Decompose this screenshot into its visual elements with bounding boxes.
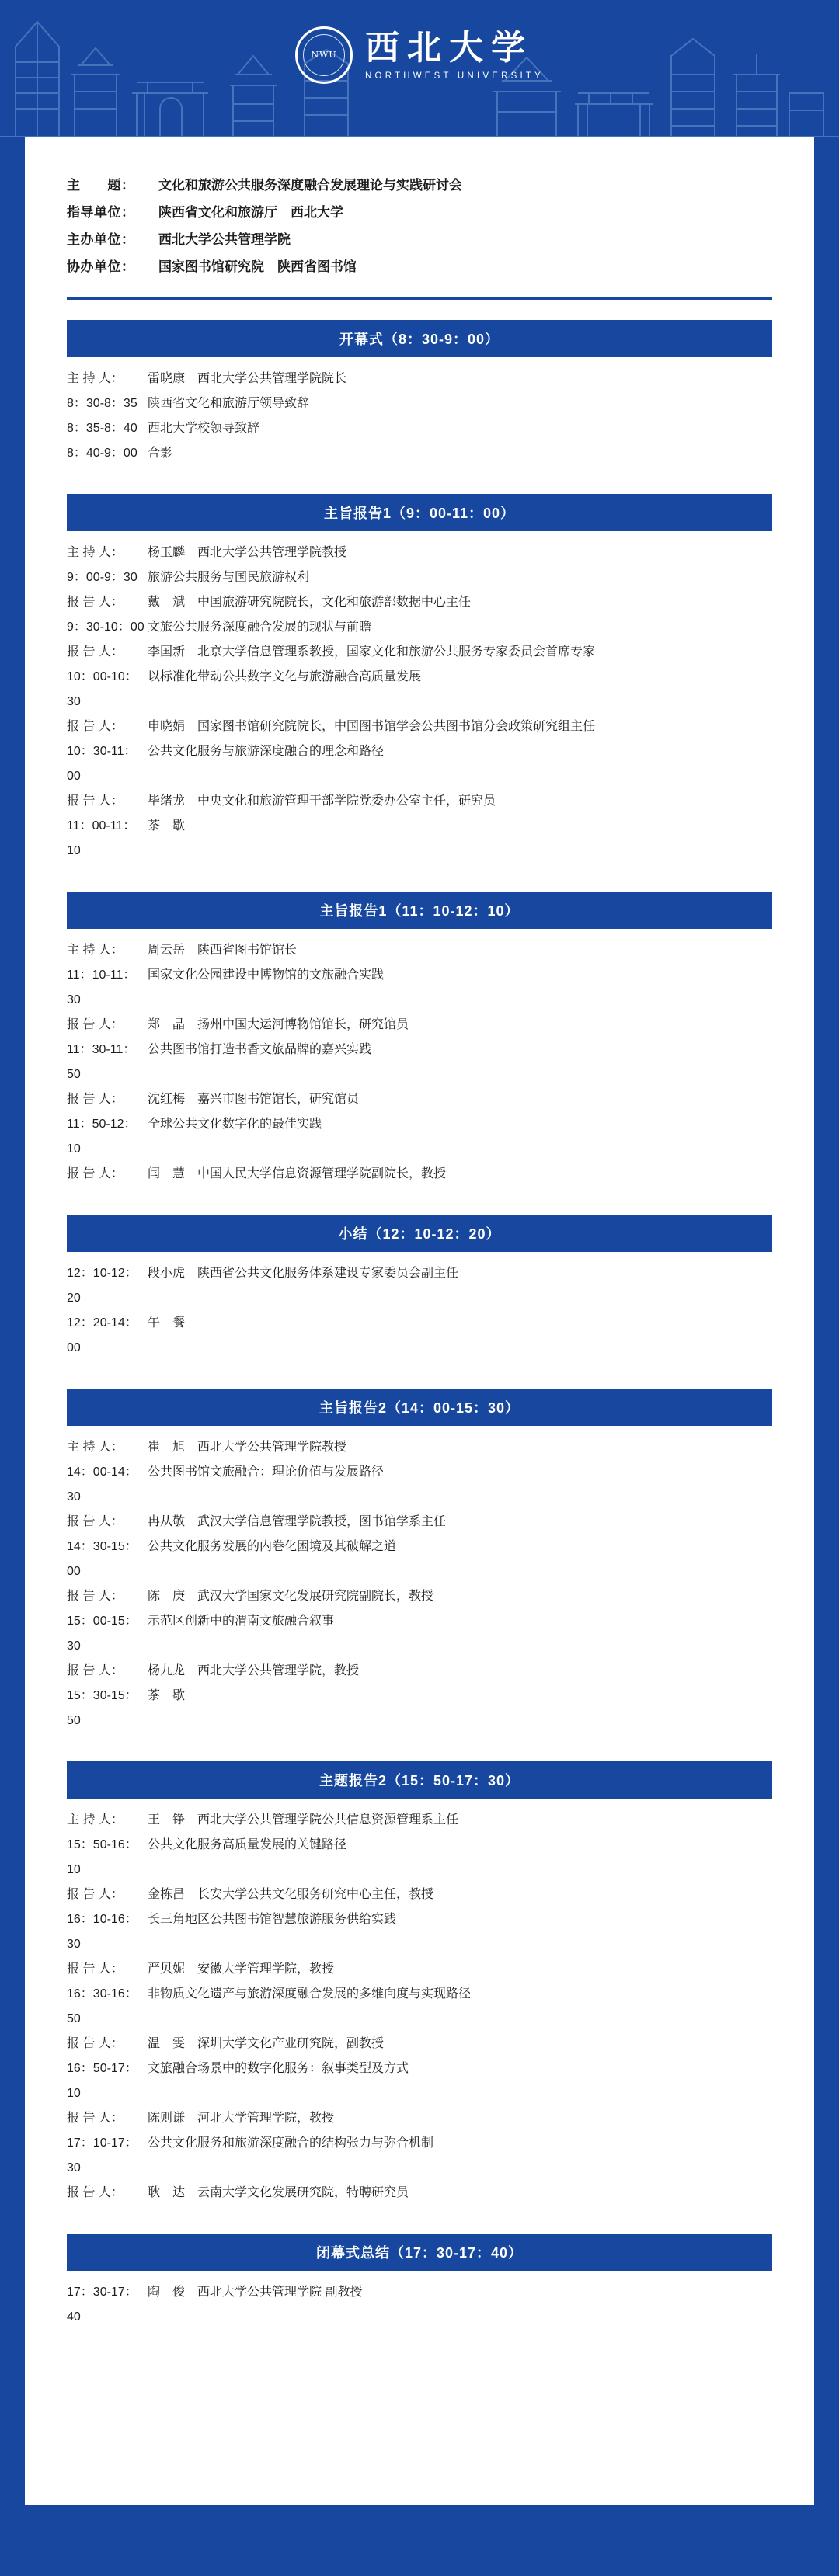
program-line [67,615,772,640]
program-line-label: 报 告 人： [67,1664,124,1678]
divider [67,297,772,300]
program-line-label: 14：00-14：30 [67,1465,138,1504]
program-line-label: 报 告 人： [67,1515,124,1529]
program-line-text: 王 铮 西北大学公共管理学院公共信息资源管理系主任 [148,1813,459,1827]
program-line-label: 报 告 人： [67,1590,124,1604]
university-logo [0,26,839,84]
program-line-text: 公共文化服务与旅游深度融合的理念和路径 [148,745,385,759]
program-line-label: 报 告 人： [67,1093,124,1107]
university-seal-icon [295,26,353,84]
seal-text: NWU [311,50,337,61]
program-line-text: 雷晓康 西北大学公共管理学院院长 [148,372,347,386]
program-line-text: 西北大学校领导致辞 [148,422,260,436]
program-line-label: 9：00-9：30 [67,571,138,585]
section-lines [48,2274,791,2338]
program-line [67,714,772,739]
meta-value: 文化和旅游公共服务深度融合发展理论与实践研讨会 [158,178,462,193]
program-line-text: 闫 慧 中国人民大学信息资源管理学院副院长，教授 [148,1167,447,1181]
program-line-text: 公共文化服务高质量发展的关键路径 [148,1838,347,1852]
section-title: 开幕式（8：30-9：00） [67,320,772,357]
program-line [67,665,772,714]
program-line-text: 严贝妮 安徽大学管理学院，教授 [148,1962,335,1976]
program-line-label: 10：30-11：00 [67,745,137,784]
program-line-label: 15：30-15：50 [67,1689,138,1728]
program-line-text: 陕西省文化和旅游厅领导致辞 [148,397,310,411]
program-line-text: 陈则谦 河北大学管理学院，教授 [148,2112,335,2126]
program-line-text: 沈红梅 嘉兴市图书馆馆长，研究馆员 [148,1093,360,1107]
section-title: 主旨报告1（11：10-12：10） [67,892,772,929]
program-line [67,1907,772,1957]
program-line [67,1038,772,1087]
program-line-text: 陶 俊 西北大学公共管理学院 副教授 [148,2286,363,2300]
program-line-text: 全球公共文化数字化的最佳实践 [148,1118,322,1132]
program-line [67,789,772,814]
meta-block [48,165,791,280]
section-lines [48,360,791,474]
program-line-text: 文旅公共服务深度融合发展的现状与前瞻 [148,621,372,634]
program-card [25,137,814,2505]
program-line [67,963,772,1013]
section-title: 闭幕式总结（17：30-17：40） [67,2234,772,2271]
program-line [67,1535,772,1584]
program-line-label: 8：35-8：40 [67,422,138,436]
program-line-label: 15：50-16：10 [67,1838,138,1877]
section-lines [48,1255,791,1368]
program-line [67,1584,772,1609]
program-line [67,590,772,615]
section-title: 主旨报告2（14：00-15：30） [67,1389,772,1426]
program-line-text: 合影 [148,447,173,461]
program-line-text: 金栋昌 长安大学公共文化服务研究中心主任，教授 [148,1888,434,1902]
program-line [67,1435,772,1460]
program-line [67,391,772,416]
program-line-label: 报 告 人： [67,720,124,734]
program-line [67,739,772,789]
program-line-text: 茶 歇 [148,1689,186,1703]
section-lines [48,1429,791,1741]
program-line-label: 11：10-11：30 [67,968,136,1007]
program-line [67,2106,772,2131]
university-name-cn: 西北大学 [365,28,534,68]
meta-row [67,172,772,200]
program-line-label: 16：50-17：10 [67,2062,138,2101]
program-line-text: 午 餐 [148,1316,186,1330]
program-line-label: 报 告 人： [67,1962,124,1976]
program-line [67,1162,772,1187]
meta-value: 国家图书馆研究院 陕西省图书馆 [158,259,357,274]
university-name-block [365,30,544,80]
meta-label: 主办单位： [67,231,135,247]
program-line-text: 崔 旭 西北大学公共管理学院教授 [148,1441,347,1455]
program-line-label: 17：30-17：40 [67,2286,138,2324]
program-line-text: 陈 庚 武汉大学国家文化发展研究院副院长，教授 [148,1590,434,1604]
program-line [67,1882,772,1907]
program-line-text: 旅游公共服务与国民旅游权利 [148,571,310,585]
university-name-en: NORTHWEST UNIVERSITY [365,71,544,81]
program-line [67,367,772,391]
program-line-text: 郑 晶 扬州中国大运河博物馆馆长，研究馆员 [148,1018,409,1032]
program-line-label: 报 告 人： [67,645,124,659]
program-line [67,2131,772,2181]
program-line-label: 10：00-10：30 [67,670,138,709]
program-line-label: 报 告 人： [67,2037,124,2051]
meta-row [67,200,772,227]
program-line-text: 以标准化带动公共数字文化与旅游融合高质量发展 [148,670,422,684]
program-line-text: 申晓娟 国家图书馆研究院院长，中国图书馆学会公共图书馆分会政策研究组主任 [148,720,596,734]
program-line-label: 报 告 人： [67,1018,124,1032]
meta-value: 西北大学公共管理学院 [158,231,291,247]
program-line-text: 公共文化服务和旅游深度融合的结构张力与弥合机制 [148,2136,434,2150]
program-line-text: 冉从敬 武汉大学信息管理学院教授，图书馆学系主任 [148,1515,447,1529]
program-line [67,640,772,665]
meta-label: 主 题： [67,178,135,193]
program-line [67,1013,772,1038]
program-line-label: 主 持 人： [67,372,124,386]
program-line-label: 报 告 人： [67,1888,124,1902]
program-line-text: 长三角地区公共图书馆智慧旅游服务供给实践 [148,1913,397,1927]
program-line-text: 非物质文化遗产与旅游深度融合发展的多维向度与实现路径 [148,1987,472,2001]
program-line [67,1609,772,1659]
program-line-text: 国家文化公园建设中博物馆的文旅融合实践 [148,968,385,982]
section-title: 小结（12：10-12：20） [67,1215,772,1252]
program-line-text: 李国新 北京大学信息管理系教授，国家文化和旅游公共服务专家委员会首席专家 [148,645,596,659]
program-line-label: 8：30-8：35 [67,397,138,411]
program-line-text: 段小虎 陕西省公共文化服务体系建设专家委员会副主任 [148,1267,459,1281]
program-line-text: 戴 斌 中国旅游研究院院长，文化和旅游部数据中心主任 [148,596,472,610]
program-line-text: 公共文化服务发展的内卷化困境及其破解之道 [148,1540,397,1554]
program-line-label: 16：10-16：30 [67,1913,138,1952]
program-line-label: 8：40-9：00 [67,447,138,461]
program-line [67,2280,772,2330]
section-lines [48,932,791,1194]
program-line-text: 温 雯 深圳大学文化产业研究院，副教授 [148,2037,385,2051]
meta-row [67,254,772,281]
program-line [67,1510,772,1535]
program-line-text: 杨玉麟 西北大学公共管理学院教授 [148,546,347,560]
meta-value: 陕西省文化和旅游厅 西北大学 [158,204,343,220]
program-line [67,416,772,441]
program-line-label: 16：30-16：50 [67,1987,138,2026]
program-line-label: 9：30-10：00 [67,621,144,634]
poster-header [0,0,839,137]
program-line [67,541,772,565]
program-line-label: 17：10-17：30 [67,2136,138,2175]
program-line-label: 11：50-12：10 [67,1118,137,1156]
meta-row [67,227,772,254]
program-line-label: 11：00-11：10 [67,819,136,858]
program-line-label: 主 持 人： [67,546,124,560]
program-line [67,1659,772,1684]
program-line [67,1087,772,1112]
program-line [67,1957,772,1982]
program-line [67,1261,772,1311]
section-title: 主题报告2（15：50-17：30） [67,1761,772,1799]
program-line-text: 公共图书馆打造书香文旅品牌的嘉兴实践 [148,1043,372,1057]
program-line-label: 报 告 人： [67,1167,124,1181]
program-line [67,1982,772,2032]
section-lines [48,534,791,871]
meta-label: 协办单位： [67,259,135,274]
program-line-label: 报 告 人： [67,2186,124,2200]
program-line-text: 周云岳 陕西省图书馆馆长 [148,944,298,958]
program-line [67,565,772,590]
program-line-label: 报 告 人： [67,794,124,808]
program-line-text: 示范区创新中的渭南文旅融合叙事 [148,1615,335,1629]
program-line [67,1684,772,1733]
program-line-label: 14：30-15：00 [67,1540,138,1579]
program-line [67,1808,772,1833]
program-line-text: 耿 达 云南大学文化发展研究院，特聘研究员 [148,2186,409,2200]
program-line [67,2056,772,2106]
bottom-spacer [48,2338,791,2345]
program-line-label: 12：10-12：20 [67,1267,138,1305]
section-lines [48,1802,791,2213]
program-line [67,1833,772,1882]
program-line-label: 主 持 人： [67,1441,124,1455]
program-line-text: 毕绪龙 中央文化和旅游管理干部学院党委办公室主任，研究员 [148,794,496,808]
meta-label: 指导单位： [67,204,135,220]
program-line [67,2181,772,2206]
program-line-text: 杨九龙 西北大学公共管理学院，教授 [148,1664,360,1678]
program-line [67,1311,772,1361]
program-line-label: 主 持 人： [67,1813,124,1827]
program-line [67,2032,772,2056]
program-line [67,1112,772,1162]
program-line-label: 报 告 人： [67,2112,124,2126]
section-title: 主旨报告1（9：00-11：00） [67,494,772,531]
program-line-text: 公共图书馆文旅融合：理论价值与发展路径 [148,1465,385,1479]
program-line [67,441,772,466]
program-line-label: 12：20-14：00 [67,1316,138,1355]
program-line [67,814,772,864]
program-line-label: 报 告 人： [67,596,124,610]
program-line-label: 15：00-15：30 [67,1615,138,1653]
program-line [67,1460,772,1510]
program-line-label: 主 持 人： [67,944,124,958]
program-line-label: 11：30-11：50 [67,1043,136,1082]
program-line-text: 文旅融合场景中的数字化服务：叙事类型及方式 [148,2062,409,2076]
program-line [67,938,772,963]
program-line-text: 茶 歇 [148,819,186,833]
